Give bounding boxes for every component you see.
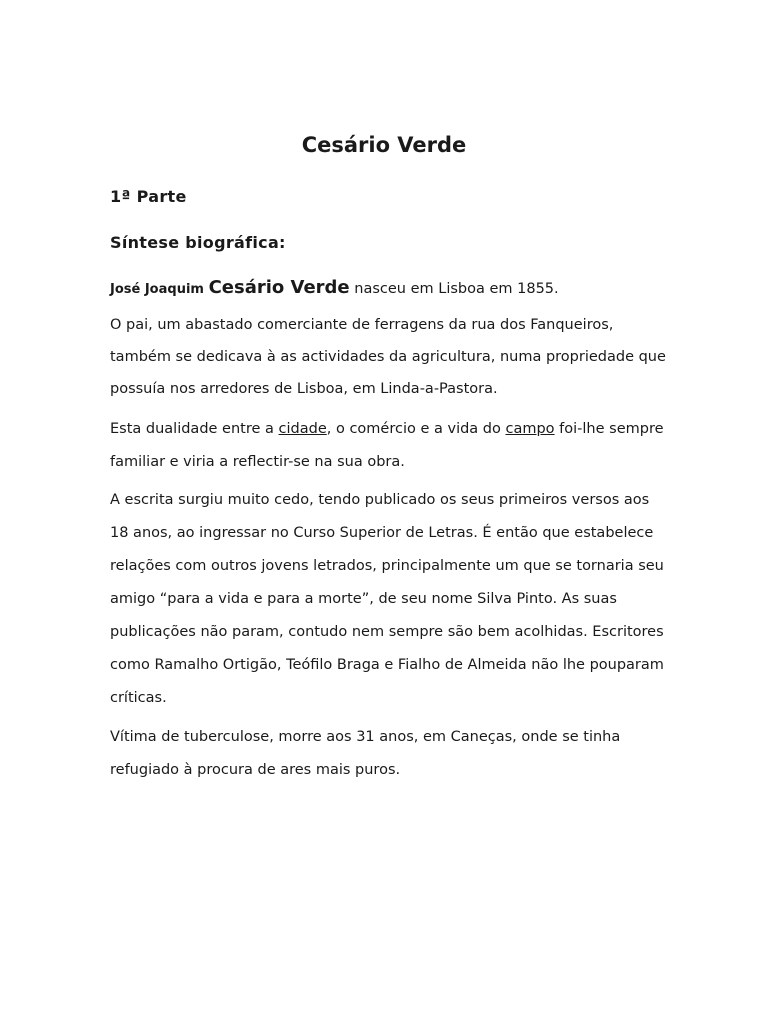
- paragraph-3-line: publicações não param, contudo nem sempre são bem acolhidas. Escritores: [110, 624, 664, 640]
- paragraph-2-line: [110, 419, 664, 439]
- paragraph-4-line: refugiado à procura de ares mais puros.: [110, 762, 401, 778]
- paragraph-3-line: A escrita surgiu muito cedo, tendo publicado os seus primeiros versos aos: [110, 492, 650, 508]
- paragraph-1-line: O pai, um abastado comerciante de ferragens da rua dos Fanqueiros,: [110, 317, 614, 333]
- paragraph-3-line: como Ramalho Ortigão, Teófilo Braga e Fialho de Almeida não lhe pouparam: [110, 657, 664, 673]
- intro-rest: nasceu em Lisboa em 1855.: [354, 281, 559, 297]
- intro-surname: Cesário Verde: [208, 277, 350, 298]
- section-heading: Síntese biográfica:: [110, 233, 286, 252]
- document-title: Cesário Verde: [301, 133, 467, 157]
- underlined-word-cidade: cidade: [278, 421, 327, 437]
- paragraph-3-line: críticas.: [110, 690, 167, 706]
- p2-text: foi-lhe sempre: [559, 421, 664, 437]
- paragraph-3-line: 18 anos, ao ingressar no Curso Superior de Letras. É então que estabelece: [110, 525, 654, 541]
- paragraph-3-line: relações com outros jovens letrados, principalmente um que se tornaria seu: [110, 558, 664, 574]
- underlined-word-campo: campo: [505, 421, 555, 437]
- paragraph-4-line: Vítima de tuberculose, morre aos 31 anos, em Caneças, onde se tinha: [110, 729, 621, 745]
- paragraph-1-line: possuía nos arredores de Lisboa, em Linda-a-Pastora.: [110, 381, 498, 397]
- intro-line: [110, 278, 559, 300]
- paragraph-1-line: também se dedicava à as actividades da agricultura, numa propriedade que: [110, 349, 666, 365]
- p2-text: Esta dualidade entre a: [110, 421, 274, 437]
- intro-first-names: José Joaquim: [110, 282, 204, 297]
- paragraph-3-line: amigo “para a vida e para a morte”, de seu nome Silva Pinto. As suas: [110, 591, 617, 607]
- p2-text: , o comércio e a vida do: [326, 421, 501, 437]
- paragraph-2-line: familiar e viria a reflectir-se na sua obra.: [110, 454, 405, 470]
- part-heading: 1ª Parte: [110, 187, 187, 206]
